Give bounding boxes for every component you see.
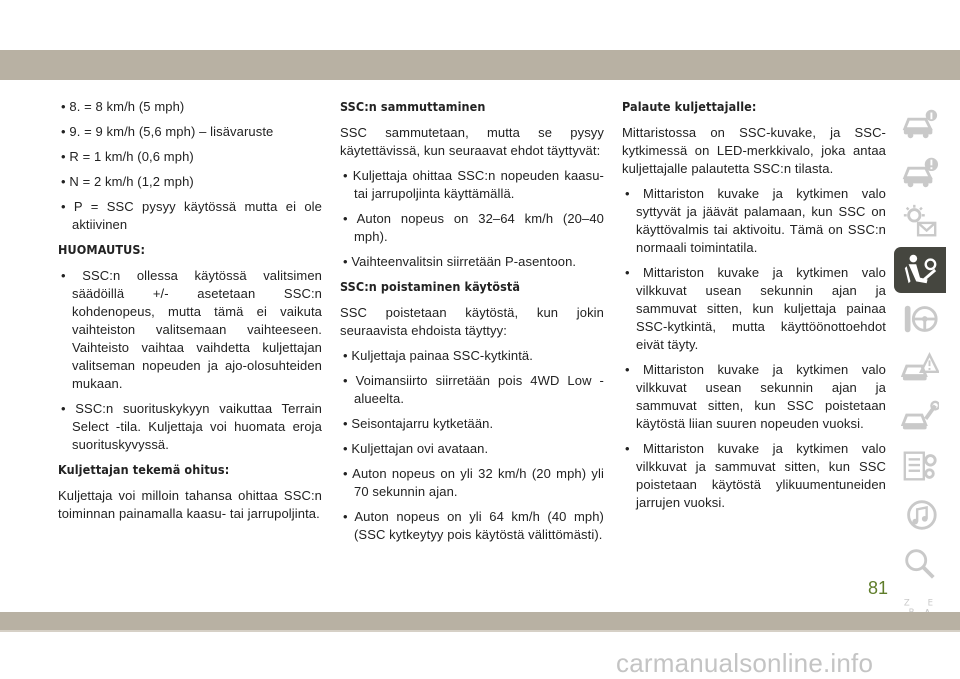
heading-note: HUOMAUTUS: [58,242,146,257]
bullet-gear-n: • N = 2 km/h (1,2 mph) [61,174,194,189]
watermark: carmanualsonline.info [616,648,874,678]
header-bar [0,50,960,80]
bullet-disable-5: • Auton nopeus on yli 32 km/h (20 mph) yli 70 sekunnin ajan. [343,466,604,499]
heading-driver-override: Kuljettajan tekemä ohitus: [58,462,230,477]
paragraph-override: Kuljettaja voi milloin tahansa ohittaa SSC:n toiminnan painamalla kaasu- tai jarrupoljinta. [58,488,322,521]
list-settings-icon [901,448,939,484]
heading-ssc-off: SSC:n sammuttaminen [340,99,486,114]
paragraph-feedback: Mittaristossa on SSC-kuvake, ja SSC-kytkimessä on LED-merkkivalo, joka antaa kuljettajalle palautetta SSC:n tilasta. [622,125,886,176]
tab-car-info[interactable] [894,100,946,146]
tab-car-alert[interactable] [894,149,946,195]
lights-mail-icon [901,203,939,239]
chapter-tabs [894,100,946,639]
bullet-feedback-4: • Mittariston kuvake ja kytkimen valo vilkkuvat ja sammuvat sitten, kun SSC poistetaan käytöstä ylikuumentuneiden jarrujen vuoksi. [625,441,886,510]
paragraph-ssc-off: SSC sammutetaan, mutta se pysyy käytettävissä, kun seuraavat ehdot täyttyvät: [340,125,604,158]
tab-lights-mail[interactable] [894,198,946,244]
bullet-gear-8: • 8. = 8 km/h (5 mph) [61,99,185,114]
tab-music-nav[interactable] [894,492,946,538]
bullet-feedback-3: • Mittariston kuvake ja kytkimen valo vilkkuvat usean sekunnin ajan ja sammuvat sitten, kun SSC poistetaan käytöstä liian suuren nopeuden vuoksi. [625,362,886,431]
heading-driver-feedback: Palaute kuljettajalle: [622,99,757,114]
column-3 [622,98,886,519]
bullet-disable-4: • Kuljettajan ovi avataan. [343,441,489,456]
bullet-disable-2: • Voimansiirto siirretään pois 4WD Low -alueelta. [343,373,604,406]
car-info-icon [901,105,939,141]
svg-text:E: E [927,598,934,609]
bullet-gear-9: • 9. = 9 km/h (5,6 mph) – lisävaruste [61,124,274,139]
page-number: 81 [868,578,889,598]
car-alert-icon [901,154,939,190]
top-margin [0,0,960,50]
key-steering-icon [901,301,939,337]
paragraph-ssc-disable: SSC poistetaan käytöstä, kun jokin seuraavista ehdoista täyttyy: [340,305,604,338]
bullet-gear-p: • P = SSC pysyy käytössä mutta ei ole aktiivinen [61,199,322,232]
car-warning-icon [901,350,939,386]
car-wrench-icon [901,399,939,435]
bullet-off-3: • Vaihteenvalitsin siirretään P-asentoon. [343,254,577,269]
bullet-note-1: • SSC:n ollessa käytössä valitsimen säädöillä +/- asetetaan SSC:n kohdenopeus, mutta tämä ei vaikuta vaihteiston valitsemaan vaihteeseen. Vaihteisto vaihtaa vaihdetta kuljettajan valitseman nopeuden ja ajo-olosuhteiden mukaan. [61,268,322,391]
bullet-disable-3: • Seisontajarru kytketään. [343,416,494,431]
column-2 [340,98,604,551]
tab-search[interactable] [894,541,946,587]
bullet-disable-1: • Kuljettaja painaa SSC-kytkintä. [343,348,533,363]
tab-car-wrench[interactable] [894,394,946,440]
bullet-gear-r: • R = 1 km/h (0,6 mph) [61,149,194,164]
bullet-disable-6: • Auton nopeus on yli 64 km/h (40 mph) (SSC kytkeytyy pois käytöstä välittömästi). [343,509,604,542]
svg-text:Z: Z [903,598,910,609]
tab-seat-safety[interactable] [894,247,946,293]
music-nav-icon [901,497,939,533]
footer-bar [0,612,960,630]
footer-rule [0,630,960,632]
bullet-off-1: • Kuljettaja ohittaa SSC:n nopeuden kaasu- tai jarrupoljinta käyttämällä. [343,168,604,201]
bullet-feedback-1: • Mittariston kuvake ja kytkimen valo syttyvät ja jäävät palamaan, kun SSC on käyttövalmis tai aktivoitu. Tämä on SSC:n normaali toimintatila. [625,186,886,255]
tab-key-steering[interactable] [894,296,946,342]
bullet-feedback-2: • Mittariston kuvake ja kytkimen valo vilkkuvat usean sekunnin ajan ja sammuvat sitten, kun kuljettaja painaa SSC-kytkintä, mutta käyttöönottoehdot eivät täyty. [625,265,886,352]
bullet-note-2: • SSC:n suorituskykyyn vaikuttaa Terrain Select -tila. Kuljettaja voi huomata eroja suorituskyvyssä. [61,401,322,452]
column-1 [58,98,322,530]
heading-ssc-disable: SSC:n poistaminen käytöstä [340,279,521,294]
search-icon [901,546,939,582]
seat-safety-icon [901,252,939,288]
tab-car-warning[interactable] [894,345,946,391]
bullet-off-2: • Auton nopeus on 32–64 km/h (20–40 mph). [343,211,604,244]
tab-list-settings[interactable] [894,443,946,489]
